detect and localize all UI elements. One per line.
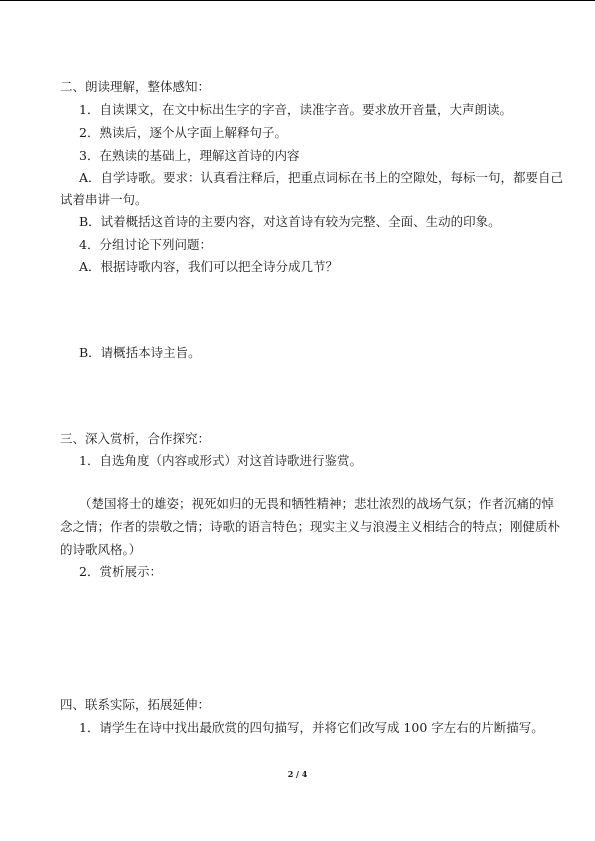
reading-item-a-line-2: 试着串讲一句。	[60, 192, 148, 207]
appreciation-hint-line-2: 念之情；作者的崇敬之情；诗歌的语言特色；现实主义与浪漫主义相结合的特点；刚健质朴	[60, 519, 561, 534]
reading-item-a-line-1: A．自学诗歌。要求：认真看注释后，把重点词标在书上的空隙处，每标一句，都要自己	[79, 170, 564, 185]
extension-item-1: 1．请学生在诗中找出最欣赏的四句描写，并将它们改写成 100 字左右的片断描写。	[79, 720, 544, 735]
reading-item-b: B．试着概括这首诗的主要内容，对这首诗有较为完整、全面、生动的印象。	[79, 214, 501, 229]
appreciation-item-2: 2．赏析展示：	[79, 564, 162, 579]
page-number: 2 / 4	[287, 769, 308, 779]
section-heading-extension: 四、联系实际，拓展延伸：	[60, 697, 211, 712]
section-heading-appreciation: 三、深入赏析，合作探究：	[60, 431, 211, 446]
appreciation-hint-line-3: 的诗歌风格。）	[60, 542, 142, 557]
reading-item-4b: B．请概括本诗主旨。	[79, 345, 201, 360]
reading-item-1: 1．自读课文，在文中标出生字的字音，读准字音。要求放开音量，大声朗读。	[79, 102, 512, 117]
reading-item-2: 2．熟读后，逐个从字面上解释句子。	[79, 125, 287, 140]
section-heading-reading: 二、朗读理解，整体感知：	[60, 79, 211, 94]
reading-item-4: 4．分组讨论下列问题：	[79, 237, 212, 252]
appreciation-item-1: 1．自选角度（内容或形式）对这首诗歌进行鉴赏。	[79, 453, 362, 468]
appreciation-hint-line-1: （楚国将士的雄姿；视死如归的无畏和牺牲精神；悲壮浓烈的战场气氛；作者沉痛的悼	[79, 496, 555, 511]
reading-item-4a: A．根据诗歌内容，我们可以把全诗分成几节？	[79, 259, 339, 274]
reading-item-3: 3．在熟读的基础上，理解这首诗的内容	[79, 148, 300, 163]
